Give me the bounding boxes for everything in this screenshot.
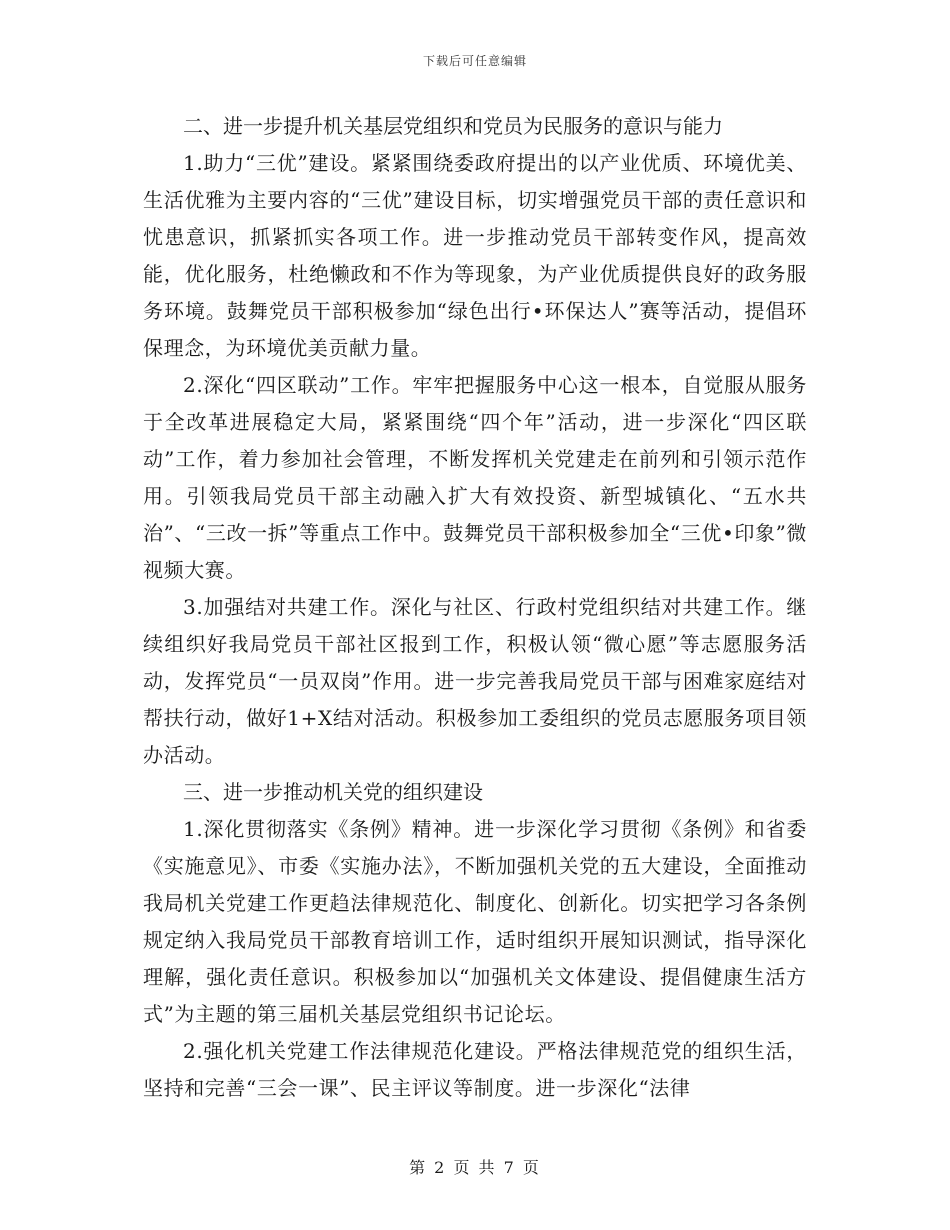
- page-number-footer: 第 2 页 共 7 页: [409, 1158, 541, 1177]
- paragraph-3-2: 2.强化机关党建工作法律规范化建设。严格法律规范党的组织生活，坚持和完善“三会一课”、民主评议等制度。进一步深化“法律: [143, 1039, 807, 1100]
- section-heading-2: 二、进一步提升机关基层党组织和党员为民服务的意识与能力: [183, 114, 723, 138]
- document-body: [143, 108, 807, 1107]
- paragraph-2-2: 2.深化“四区联动”工作。牢牢把握服务中心这一根本，自觉服从服务于全改革进展稳定大局，紧紧围绕“四个年”活动，进一步深化“四区联动”工作，着力参加社会管理，不断发挥机关党建走在前列和引领示范作用。引领我局党员干部主动融入扩大有效投资、新型城镇化、“五水共治”、“三改一拆”等重点工作中。鼓舞党员干部积极参加全“三优•印象”微视频大赛。: [143, 373, 807, 582]
- paragraph-2-1: 1.助力“三优”建设。紧紧围绕委政府提出的以产业优质、环境优美、生活优雅为主要内容的“三优”建设目标，切实增强党员干部的责任意识和忧患意识，抓紧抓实各项工作。进一步推动党员干部转变作风，提高效能，优化服务，杜绝懒政和不作为等现象，为产业优质提供良好的政务服务环境。鼓舞党员干部积极参加“绿色出行•环保达人”赛等活动，提倡环保理念，为环境优美贡献力量。: [143, 151, 807, 360]
- paragraph-3-1: 1.深化贯彻落实《条例》精神。进一步深化学习贯彻《条例》和省委《实施意见》、市委《实施办法》，不断加强机关党的五大建设，全面推动我局机关党建工作更趋法律规范化、制度化、创新化。切实把学习各条例规定纳入我局党员干部教育培训工作，适时组织开展知识测试，指导深化理解，强化责任意识。积极参加以“加强机关文体建设、提倡健康生活方式”为主题的第三届机关基层党组织书记论坛。: [143, 817, 807, 1026]
- section-heading-3: 三、进一步推动机关党的组织建设: [183, 780, 483, 804]
- header-note: 下载后可任意编辑: [422, 54, 527, 68]
- paragraph-2-3: 3.加强结对共建工作。深化与社区、行政村党组织结对共建工作。继续组织好我局党员干部社区报到工作，积极认领“微心愿”等志愿服务活动，发挥党员“一员双岗”作用。进一步完善我局党员干部与困难家庭结对帮扶行动，做好1+X结对活动。积极参加工委组织的党员志愿服务项目领办活动。: [143, 595, 807, 767]
